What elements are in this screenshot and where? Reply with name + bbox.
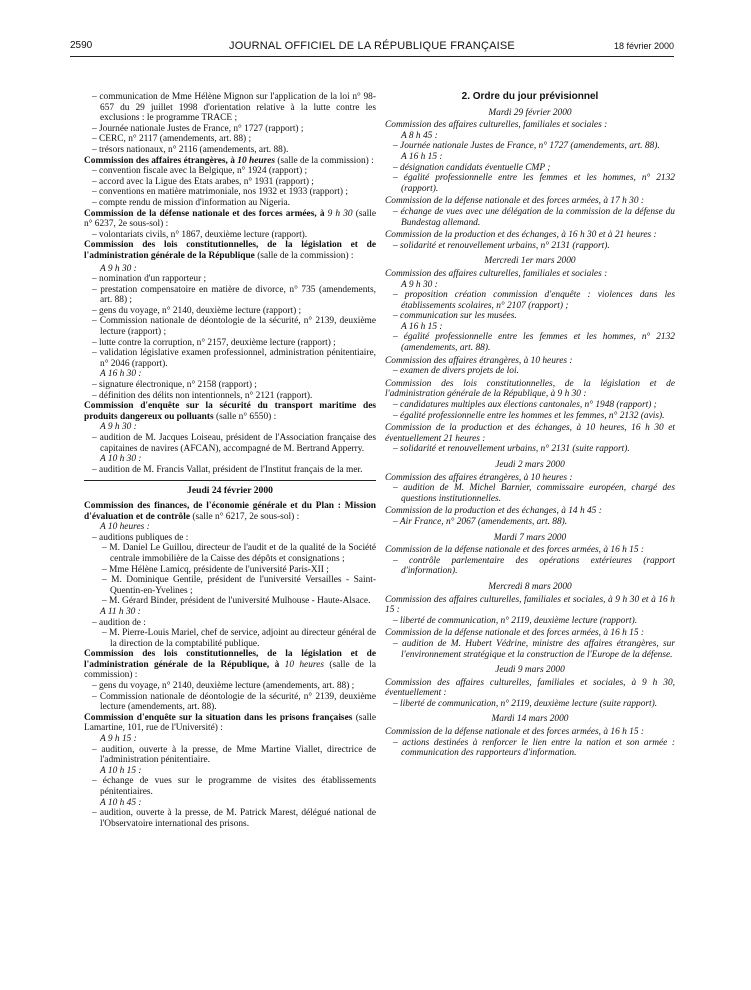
- list-item: – égalité professionnelle entre les femmes et les hommes, n° 2132 (rapport).: [393, 173, 675, 194]
- time-slot: A 10 h 30 :: [100, 454, 142, 465]
- list-item: – communication de Mme Hélène Mignon sur l'application de la loi n° 98-657 du 29 juillet 1998 d'orientation relative à la lutte contre les exclusions : le programme TRACE ;: [92, 92, 376, 124]
- commission-heading: Commission des affaires culturelles, familiales et sociales :: [385, 268, 608, 279]
- time-slot: A 9 h 15 :: [100, 734, 137, 745]
- list-item: – gens du voyage, n° 2140, deuxième lecture (rapport) ;: [92, 305, 302, 316]
- list-item: – audition de M. Francis Vallat, président de l'Institut français de la mer.: [92, 464, 363, 475]
- list-item: – échange de vues avec une délégation de la commission de la défense du Bundestag allemand.: [393, 206, 675, 228]
- list-item: – définition des délits non intentionnels, n° 2121 (rapport).: [92, 390, 313, 401]
- commission-heading: Commission de la production et des échanges, à 16 h 30 et à 21 heures :: [385, 230, 657, 241]
- list-item: – audition, ouverte à la presse, de Mme Martine Viallet, directrice de l'administration pénitentiaire.: [92, 744, 376, 766]
- list-item: – M. Pierre-Louis Mariel, chef de service, adjoint au directeur général de la direction de la comptabilité publique.: [102, 628, 376, 649]
- list-item: – convention fiscale avec la Belgique, n° 1924 (rapport) ;: [92, 166, 308, 177]
- commission-heading: Commission de la défense nationale et des forces armées, à 9 h 30 (salle n° 6237, 2e sous-sol) :: [84, 208, 377, 230]
- right-column: [385, 92, 675, 759]
- time-slot: A 10 heures :: [100, 522, 150, 533]
- commission-heading: Commission des lois constitutionnelles, de la législation et de l'administration générale de la République (salle de la commission) :: [84, 240, 376, 261]
- list-item: – liberté de communication, n° 2119, deuxième lecture (suite rapport).: [393, 698, 658, 709]
- page-number: 2590: [70, 40, 93, 51]
- day-heading: Jeudi 24 février 2000: [187, 485, 273, 497]
- time-slot: A 9 h 30 :: [401, 279, 438, 290]
- list-item: – Journée nationale Justes de France, n° 1727 (amendements, art. 88).: [393, 141, 660, 152]
- list-item: – lutte contre la corruption, n° 2157, deuxième lecture (rapport) ;: [92, 337, 336, 348]
- time-slot: A 9 h 30 :: [100, 422, 137, 433]
- header-rule: [70, 56, 674, 57]
- day-heading: Jeudi 2 mars 2000: [495, 460, 565, 470]
- commission-heading: Commission des affaires culturelles, familiales et sociales, à 9 h 30, éventuellement :: [385, 677, 675, 699]
- list-item: – volontariats civils, n° 1867, deuxième lecture (rapport).: [92, 229, 308, 240]
- list-item: – audition de M. Hubert Védrine, ministre des affaires étrangères, sur l'environnement stratégique et la construction de l'Europe de la défense.: [393, 638, 675, 660]
- list-item: – proposition création commission d'enquête : violences dans les établissements scolaires, n° 2107 (rapport) ;: [393, 290, 675, 311]
- list-item: – compte rendu de mission d'information au Nigeria.: [92, 197, 290, 208]
- page-header: [70, 40, 674, 56]
- list-item: – solidarité et renouvellement urbains, n° 2131 (rapport).: [393, 240, 610, 251]
- list-item: – examen de divers projets de loi.: [393, 366, 519, 377]
- list-item: – désignation candidats éventuelle CMP ;: [393, 162, 551, 173]
- list-item: – Commission nationale de déontologie de la sécurité, n° 2139, deuxième lecture (amendements, art. 88).: [92, 691, 376, 713]
- left-column: [84, 92, 376, 829]
- list-item: – audition de M. Jacques Loiseau, président de l'Association française des capitaines de navires (AFCAN), accompagné de M. Bertrand Apperry.: [92, 433, 376, 454]
- commission-heading: Commission des affaires culturelles, familiales et sociales, à 9 h 30 et à 16 h 15 :: [385, 594, 675, 616]
- commission-heading: Commission des affaires étrangères, à 10 heures :: [385, 355, 573, 366]
- list-item: – égalité professionnelle entre les femmes et les hommes, n° 2132 (amendements, art. 88).: [393, 332, 675, 354]
- time-slot: A 9 h 30 :: [100, 263, 137, 274]
- commission-heading: Commission de la défense nationale et des forces armées, à 17 h 30 :: [385, 196, 644, 207]
- time-slot: A 16 h 30 :: [100, 369, 142, 380]
- time-slot: A 10 h 15 :: [100, 765, 142, 776]
- list-item: – signature électronique, n° 2158 (rapport) ;: [92, 380, 257, 391]
- day-heading: Mercredi 8 mars 2000: [488, 581, 572, 592]
- list-item: – Mme Hélène Lamicq, présidente de l'université Paris-XII ;: [102, 564, 329, 575]
- list-item: – validation législative examen professionnel, administration pénitentiaire, n° 2046 (rapport).: [92, 348, 376, 369]
- list-item: – Air France, n° 2067 (amendements, art. 88).: [393, 516, 568, 527]
- commission-heading: Commission des lois constitutionnelles, de la législation et de l'administration générale de la République, à 10 heures (salle de la commission) :: [84, 649, 377, 681]
- list-item: – trésors nationaux, n° 2116 (amendements, art. 88).: [92, 144, 289, 155]
- list-item: – M. Daniel Le Guillou, directeur de l'audit et de la qualité de la Société centrale immobilière de la Caisse des dépôts et consignations ;: [102, 543, 376, 564]
- list-item: – M. Gérard Binder, président de l'université Mulhouse - Haute-Alsace.: [102, 596, 371, 607]
- time-slot: A 16 h 15 :: [401, 321, 443, 332]
- section-title: 2. Ordre du jour prévisionnel: [461, 91, 599, 102]
- list-item: – CERC, n° 2117 (amendements, art. 88) ;: [92, 134, 252, 145]
- list-item: – conventions en matière matrimoniale, nos 1932 et 1933 (rapport) ;: [92, 187, 348, 198]
- time-slot: A 10 h 45 :: [100, 797, 142, 808]
- section-divider: [84, 480, 376, 481]
- list-item: – échange de vues sur le programme de visites des établissements pénitentiaires.: [92, 776, 376, 797]
- list-item: – liberté de communication, n° 2119, deuxième lecture (rapport).: [393, 615, 638, 626]
- list-item: – auditions publiques de :: [92, 532, 189, 543]
- list-item: – accord avec la Ligue des Etats arabes, n° 1931 (rapport) ;: [92, 176, 314, 187]
- commission-heading: Commission de la production et des échanges, à 14 h 45 :: [385, 506, 602, 517]
- journal-title: JOURNAL OFFICIEL DE LA RÉPUBLIQUE FRANÇAISE: [229, 40, 515, 52]
- commission-heading: Commission des lois constitutionnelles, de la législation et de l'administration générale de la République, à 9 h 30 :: [385, 378, 675, 400]
- day-heading: Jeudi 9 mars 2000: [495, 665, 565, 676]
- commission-heading: Commission d'enquête sur la sécurité du transport maritime des produits dangereux ou polluants (salle n° 6550) :: [84, 401, 376, 422]
- list-item: – solidarité et renouvellement urbains, n° 2131 (suite rapport).: [393, 444, 630, 455]
- list-item: – Journée nationale Justes de France, n° 1727 (rapport) ;: [92, 123, 304, 134]
- commission-heading: Commission de la défense nationale et des forces armées, à 16 h 15 :: [385, 727, 644, 738]
- list-item: – candidatures multiples aux élections cantonales, n° 1948 (rapport) ;: [393, 400, 657, 411]
- list-item: – gens du voyage, n° 2140, deuxième lecture (amendements, art. 88) ;: [92, 681, 355, 692]
- list-item: – audition de M. Michel Barnier, commissaire européen, chargé des questions institutionnelles.: [393, 483, 675, 504]
- list-item: – audition de :: [92, 617, 146, 628]
- list-item: – nomination d'un rapporteur ;: [92, 274, 207, 285]
- list-item: – actions destinées à renforcer le lien entre la nation et son armée : communication des rapporteurs d'information.: [393, 737, 675, 759]
- list-item: – M. Dominique Gentile, président de l'université Versailles - Saint-Quentin-en-Yvelines ;: [102, 575, 376, 596]
- list-item: – Commission nationale de déontologie de la sécurité, n° 2139, deuxième lecture (rapport) ;: [92, 316, 376, 338]
- issue-date: 18 février 2000: [613, 41, 674, 51]
- commission-heading: Commission des affaires culturelles, familiales et sociales :: [385, 120, 608, 131]
- day-heading: Mardi 29 février 2000: [488, 107, 572, 118]
- day-heading: Mercredi 1er mars 2000: [484, 256, 576, 267]
- time-slot: A 8 h 45 :: [401, 130, 438, 141]
- time-slot: A 11 h 30 :: [100, 606, 141, 617]
- list-item: – égalité professionnelle entre les hommes et les femmes, n° 2132 (avis).: [393, 410, 665, 421]
- commission-heading: Commission de la défense nationale et des forces armées, à 16 h 15 :: [385, 545, 644, 556]
- commission-heading: Commission des affaires étrangères, à 10 heures (salle de la commission) :: [84, 155, 374, 166]
- commission-heading: Commission de la production et des échanges, à 10 heures, 16 h 30 et éventuellement 21 heures :: [385, 423, 675, 444]
- day-heading: Mardi 14 mars 2000: [491, 714, 569, 725]
- day-heading: Mardi 7 mars 2000: [493, 532, 567, 543]
- list-item: – audition, ouverte à la presse, de M. Patrick Marest, délégué national de l'Observatoire international des prisons.: [92, 808, 376, 829]
- list-item: – prestation compensatoire en matière de divorce, n° 735 (amendements, art. 88) ;: [92, 284, 376, 306]
- list-item: – communication sur les musées.: [393, 311, 517, 322]
- list-item: – contrôle parlementaire des opérations extérieures (rapport d'information).: [393, 555, 675, 577]
- commission-heading: Commission d'enquête sur la situation dans les prisons françaises (salle Lamartine, 101, rue de l'Université) :: [84, 712, 376, 734]
- commission-heading: Commission des finances, de l'économie générale et du Plan : Mission d'évaluation et de contrôle (salle n° 6217, 2e sous-sol) :: [84, 500, 376, 522]
- time-slot: A 16 h 15 :: [401, 151, 443, 162]
- commission-heading: Commission des affaires étrangères, à 10 heures :: [385, 472, 573, 483]
- commission-heading: Commission de la défense nationale et des forces armées, à 16 h 15 :: [385, 628, 644, 639]
